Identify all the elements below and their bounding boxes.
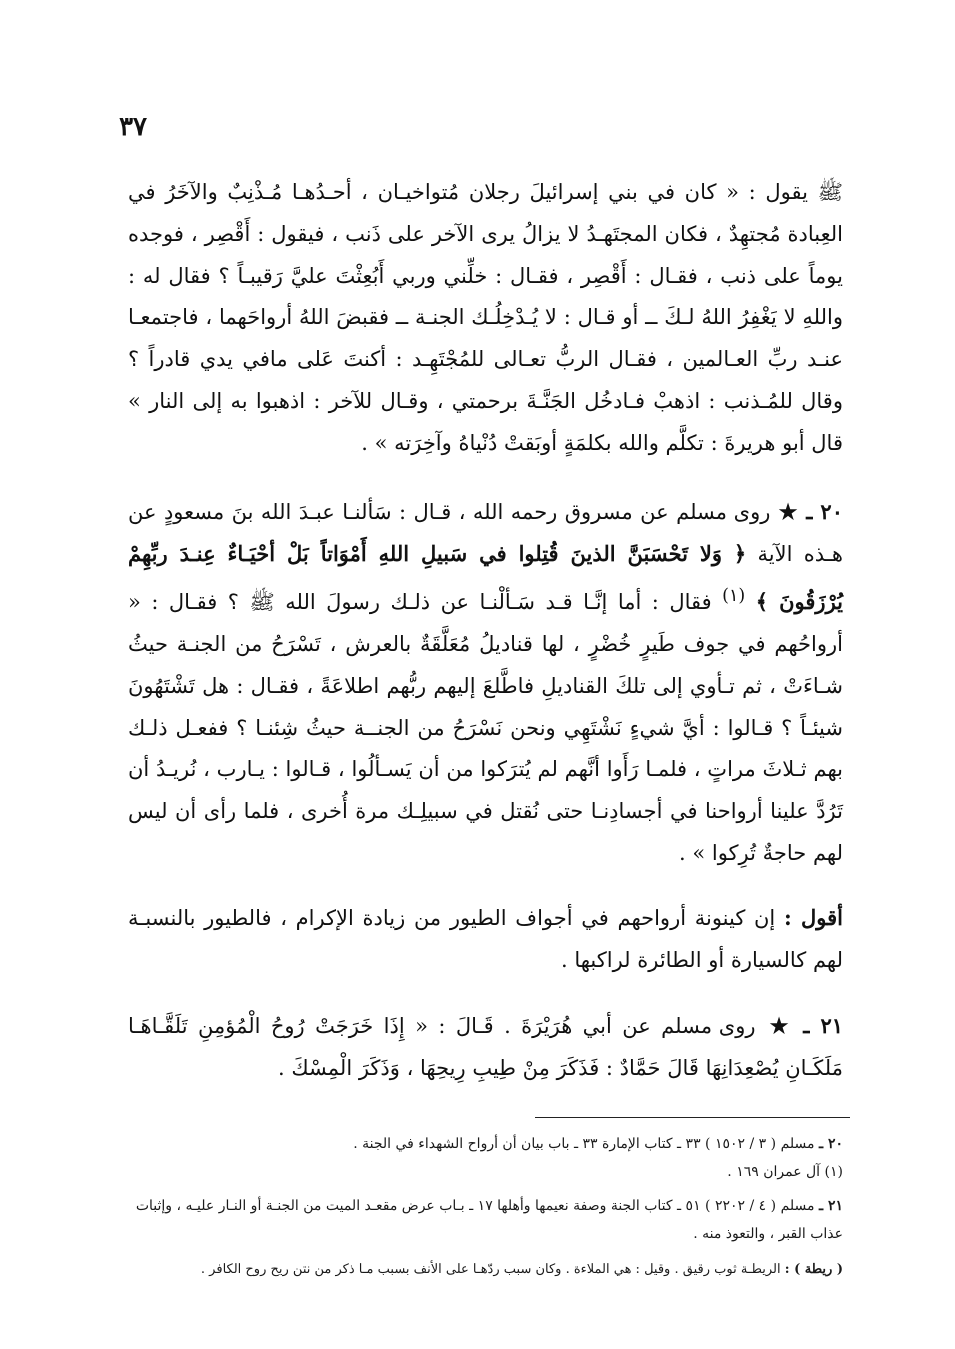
footnotes xyxy=(128,1130,843,1284)
footnote-marker: (١) xyxy=(722,586,746,607)
footnote-divider xyxy=(535,1117,850,1118)
page-number: ٣٧ xyxy=(119,112,147,142)
glossary-note-lead: ( ريطة ) : xyxy=(784,1262,843,1277)
footnote-20 xyxy=(128,1130,843,1158)
hadith-21-text: روى مسلم عن أبي هُرَيْرَةَ . قَـالَ : « إِذَا خَرَجَتْ رُوحُ الْمُؤمِنِ تَلَقَّـاهَـا مَلَكَـانِ يُصْعِدَانِهَا قَالَ حَمَّادٌ : فَذَكَرَ مِنْ طِيبِ رِيحِهَا ، وَذَكَرَ الْمِسْكَ . xyxy=(128,1014,843,1081)
paragraph-hadith-21 xyxy=(128,1005,843,1090)
paragraph-commentary xyxy=(128,897,843,982)
footnote-1-text: آل عمران ١٦٩ . xyxy=(727,1164,821,1180)
footnote-20-number: ٢٠ ـ xyxy=(818,1136,843,1152)
hadith-number-21: ٢١ ـ ★ xyxy=(765,1013,843,1039)
footnote-20-text: مسلم ( ٣ / ١٥٠٢ ) ٣٣ ـ كتاب الإمارة ٣٣ ـ باب بيان أن أرواح الشهداء في الجنة . xyxy=(353,1136,815,1152)
footnote-21-text: مسلم ( ٤ / ٢٢٠٢ ) ٥١ ـ كتاب الجنة وصفة نعيمها وأهلها ١٧ ـ بـاب عرض مقعـد الميت من الجنـة أو النـار عليـه ، وإثبات عذاب القبر ، والتعوذ منه . xyxy=(135,1198,843,1242)
commentary-text: إن كينونة أرواحهم في أجواف الطيور من زيادة الإكرام ، فالطيور بالنسبـة لهم كالسيارة أو الطائرة لراكبها . xyxy=(128,905,843,972)
hadith-number-20: ٢٠ ـ ★ xyxy=(777,498,843,524)
main-text xyxy=(128,172,843,1090)
footnote-1-number: (١) xyxy=(824,1164,843,1180)
footnote-21 xyxy=(128,1192,843,1248)
footnote-21-number: ٢١ ـ xyxy=(818,1198,843,1214)
paragraph-hadith-20 xyxy=(128,491,843,875)
glossary-note xyxy=(128,1256,843,1284)
glossary-note-text: الريطـة ثوب رقيق . وقيل : هي الملاءة . وكان سبب ردّهـا على الأنف بسبب مـا ذكر من نتن ريح روح الكافر . xyxy=(200,1262,781,1277)
commentary-lead: أقول : xyxy=(783,904,843,930)
footnote-1 xyxy=(128,1158,843,1186)
quran-verse: ﴿ وَلا تَحْسَبَنَّ الذينَ قُتِلوا في سَبيلِ اللهِ أَمْوَاتاً بَلْ أحْيَـاءٌ عِنـدَ ربِّهِمْ يُرْزَقُونَ ﴾ xyxy=(128,541,843,615)
hadith-20-body: فقال : أما إنَّـا قـد سَـألْنـا عن ذلـك رسولَ الله ﷺ ؟ فقـال : « أرواحُهم في جوف طَيرٍ خُضْرٍ ، لها قناديلُ مُعَلَّقَةٌ بالعرش ، تَسْرَحُ من الجنـة حيثُ شـاءَتْ ، ثم تـأوي إلى تلكَ القناديلِ فاطَّلعَ إليهم ربُّهم اطلاعَةً ، فقـال : هل تَشْتَهُونَ شيئـاً ؟ قـالوا : أيَّ شيءٍ نَشْتَهِي ونحن نَسْرَحُ من الجنــة حيثُ شِئنـا ؟ ففعـل ذلـك بهم ثـلاثَ مراتٍ ، فلمـا رَأَوا أنَّهم لم يُترَكوا من أن يَسـألُوا ، قـالوا : يـارب ، نُريـدُ أن تَرُدَّ علينا أرواحنا في أجسادِنـا حتى نُقتل في سبيلِـك مرة أُخرى ، فلما رأى أن ليس لهم حاجةٌ تُرِكوا » . xyxy=(128,590,843,865)
paragraph-hadith-two-brothers: ﷺ يقول : « كان في بني إسرائيلَ رجلان مُتواخيـان ، أحـدُهـا مُـذْنِبٌ والآخَرُ في العِبادة مُجتهِدٌ ، فكان المجتَهـدُ لا يزالُ يرى الآخر على ذَنب ، فيقول : أَقْصِر ، فوجده يوماً على ذنب ، فقـال : أَقْصِر ، فقـال : خلِّني وربي أَبُعِثْتَ عليَّ رَقيبـاً ؟ فقال له : واللهِ لا يَغْفِرُ اللهُ لـكَ ــ أو قـال : لا يُـدْخِلُـك الجنـة ــ فقبضَ اللهُ أرواحَهما ، فاجتمعـا عنـد ربِّ العـالمين ، فقـال الربُّ تعـالى للمُجْتَهِـد : أكنتَ عَلى مافي يدي قادراً ؟ وقال للمُـذنب : اذهبْ فـادخُل الجَنَّـةَ برحمتي ، وقـال للآخر : اذهبوا به إلى النار » قال أبو هريرةَ : تكلَّم والله بكلمَةٍ أوبَقتْ دُنْياهُ وآخِرَته » . xyxy=(128,180,843,455)
hadith-20-intro: روى مسلم عن مسروق رحمه الله ، قـال : سَألنـا عبـدَ الله بنَ مسعودٍ عن هـذه الآية xyxy=(128,499,844,567)
